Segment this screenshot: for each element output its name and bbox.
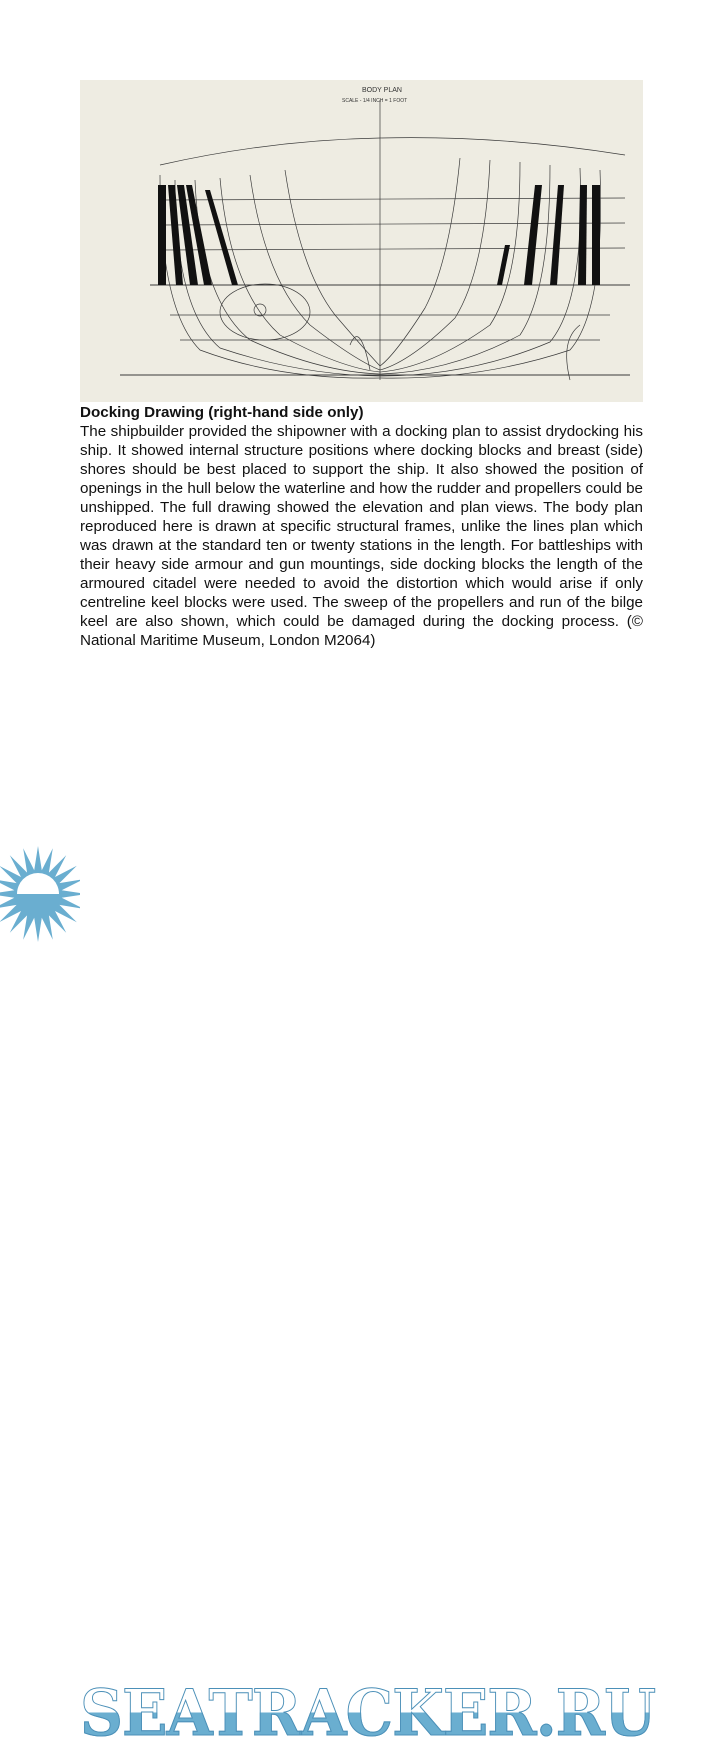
figure-caption: [80, 403, 643, 650]
docking-drawing-image: [80, 80, 643, 402]
drawing-scale: SCALE - 1/4 INCH = 1 FOOT: [342, 98, 408, 104]
caption-title: Docking Drawing (right-hand side only): [80, 404, 364, 421]
body-plan-drawing: [80, 80, 643, 402]
seatracker-logo: [0, 836, 727, 1751]
drawing-title: BODY PLAN: [362, 87, 402, 94]
sun-icon: [0, 836, 80, 945]
logo-text: SEATRACKER.RU: [80, 1676, 656, 1751]
caption-body: The shipbuilder provided the shipowner with a docking plan to assist drydocking his ship. It showed internal structure positions where docking blocks and breast (side) shores should be best placed to support the ship. It also showed the position of openings in the hull below the waterline and how the rudder and propellers could be unshipped. The full drawing showed the elevation and plan views. The body plan reproduced here is drawn at specific structural frames, unlike the lines plan which was drawn at the standard ten or twenty stations in the length. For battleships with their heavy side armour and gun mountings, side docking blocks the length of the armoured citadel were needed to avoid the distortion which would arise if only centreline keel blocks were used. The sweep of the propellers and run of the bilge keel are also shown, which could be damaged during the docking process. (© National Maritime Museum, London M2064): [80, 423, 643, 649]
